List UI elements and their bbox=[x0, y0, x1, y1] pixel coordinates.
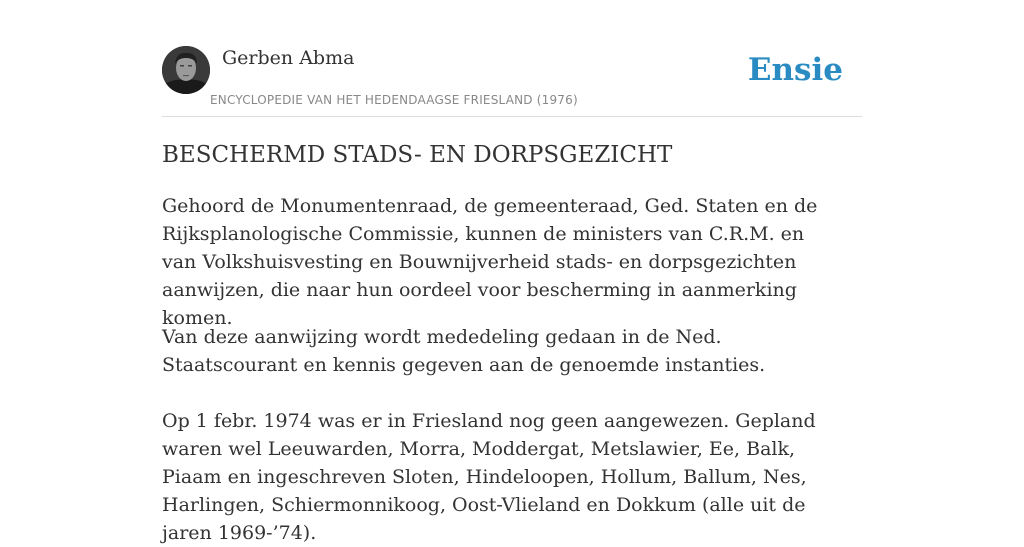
author-avatar[interactable] bbox=[162, 46, 210, 94]
article-title: BESCHERMD STADS- EN DORPSGEZICHT bbox=[162, 142, 673, 168]
author-portrait-icon bbox=[162, 46, 210, 94]
brand-logo[interactable]: Ensie bbox=[747, 52, 843, 88]
paragraph: Gehoord de Monumentenraad, de gemeenteraad, Ged. Staten en de Rijksplanologische Commissie, kunnen de ministers van C.R.M. en van Volkshuisvesting en Bouwnijverheid stads- en dorpsgezichten aanwijzen, die naar hun oordeel voor bescherming in aanmerking komen. bbox=[162, 195, 818, 329]
source-title[interactable]: ENCYCLOPEDIE VAN HET HEDENDAAGSE FRIESLAND (1976) bbox=[210, 93, 578, 107]
article-header bbox=[162, 46, 862, 117]
paragraph: Op 1 febr. 1974 was er in Friesland nog geen aangewezen. Gepland waren wel Leeuwarden, Morra, Moddergat, Metslawier, Ee, Balk, Piaam en ingeschreven Sloten, Hindeloopen, Hollum, Ballum, Nes, Harlingen, Schiermonnikoog, Oost-Vlieland en Dokkum (alle uit de jaren 1969-’74). bbox=[162, 410, 816, 544]
author-name[interactable]: Gerben Abma bbox=[222, 47, 355, 69]
paragraph: Van deze aanwijzing wordt mededeling gedaan in de Ned. Staatscourant en kennis gegeven aan de genoemde instanties. bbox=[162, 326, 766, 376]
